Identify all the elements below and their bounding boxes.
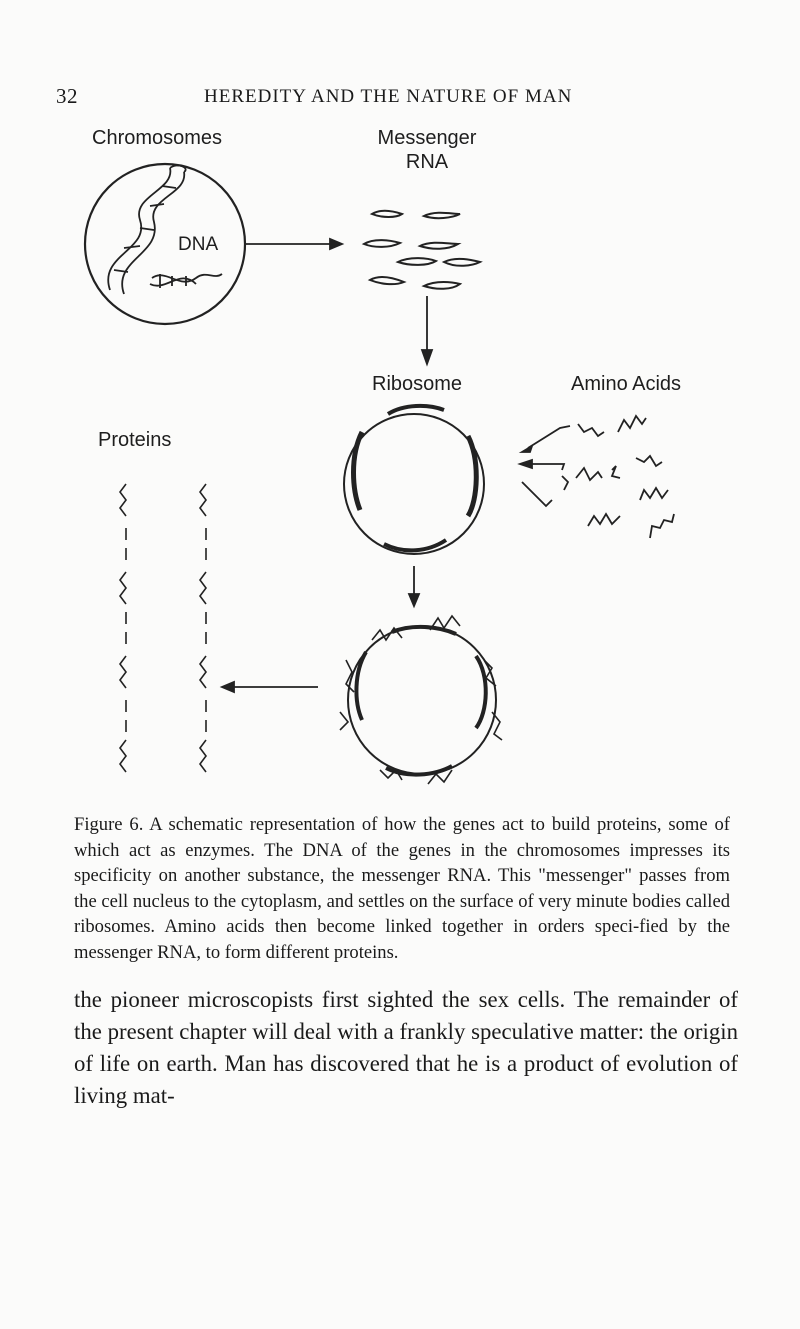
protein-chain-1 <box>120 484 126 772</box>
ribosome-down-arrow <box>409 566 419 606</box>
amino-acids-label: Amino Acids <box>571 373 682 395</box>
dna-fragment <box>150 274 222 288</box>
chromosomes-label: Chromosomes <box>92 127 223 149</box>
rna-to-ribosome-arrow <box>422 296 432 364</box>
nucleus-circle <box>85 164 245 324</box>
dna-helix <box>108 165 185 294</box>
running-title: HEREDITY AND THE NATURE OF MAN <box>204 86 573 107</box>
attached-amino-acids <box>340 616 502 784</box>
ribosome-active <box>348 626 496 775</box>
page-number: 32 <box>56 84 78 108</box>
dna-to-rna-arrow <box>245 239 342 249</box>
body-paragraph: the pioneer microscopists first sighted the sex cells. The remainder of the present chapter will deal with a frankly speculative matter: the origin of life on earth. Man has discovered that he is a product of evolution of living mat- <box>74 987 738 1108</box>
figure-caption: Figure 6. A schematic representation of how the genes act to build proteins, some of which act as enzymes. The DNA of the genes in the chromosomes impresses its specificity on another substance, the messenger RNA. This "messenger" passes from the cell nucleus to the cytoplasm, and settles on the surface of very minute bodies called ribosomes. Amino acids then become linked together in orders speci-fied by the messenger RNA, to form different proteins. <box>74 814 730 963</box>
messenger-rna-label-line2: RNA <box>405 151 449 173</box>
messenger-rna-strands <box>364 211 480 289</box>
dna-label: DNA <box>178 234 219 255</box>
messenger-rna-label <box>352 126 502 174</box>
ribosome-empty <box>344 406 484 554</box>
ribosome-label: Ribosome <box>372 373 463 395</box>
proteins-label: Proteins <box>98 429 172 451</box>
messenger-rna-label-line1: Messenger <box>377 127 477 149</box>
protein-chain-2 <box>200 484 206 772</box>
ribosome-to-proteins-arrow <box>222 682 318 692</box>
amino-acid-chains <box>520 416 674 538</box>
